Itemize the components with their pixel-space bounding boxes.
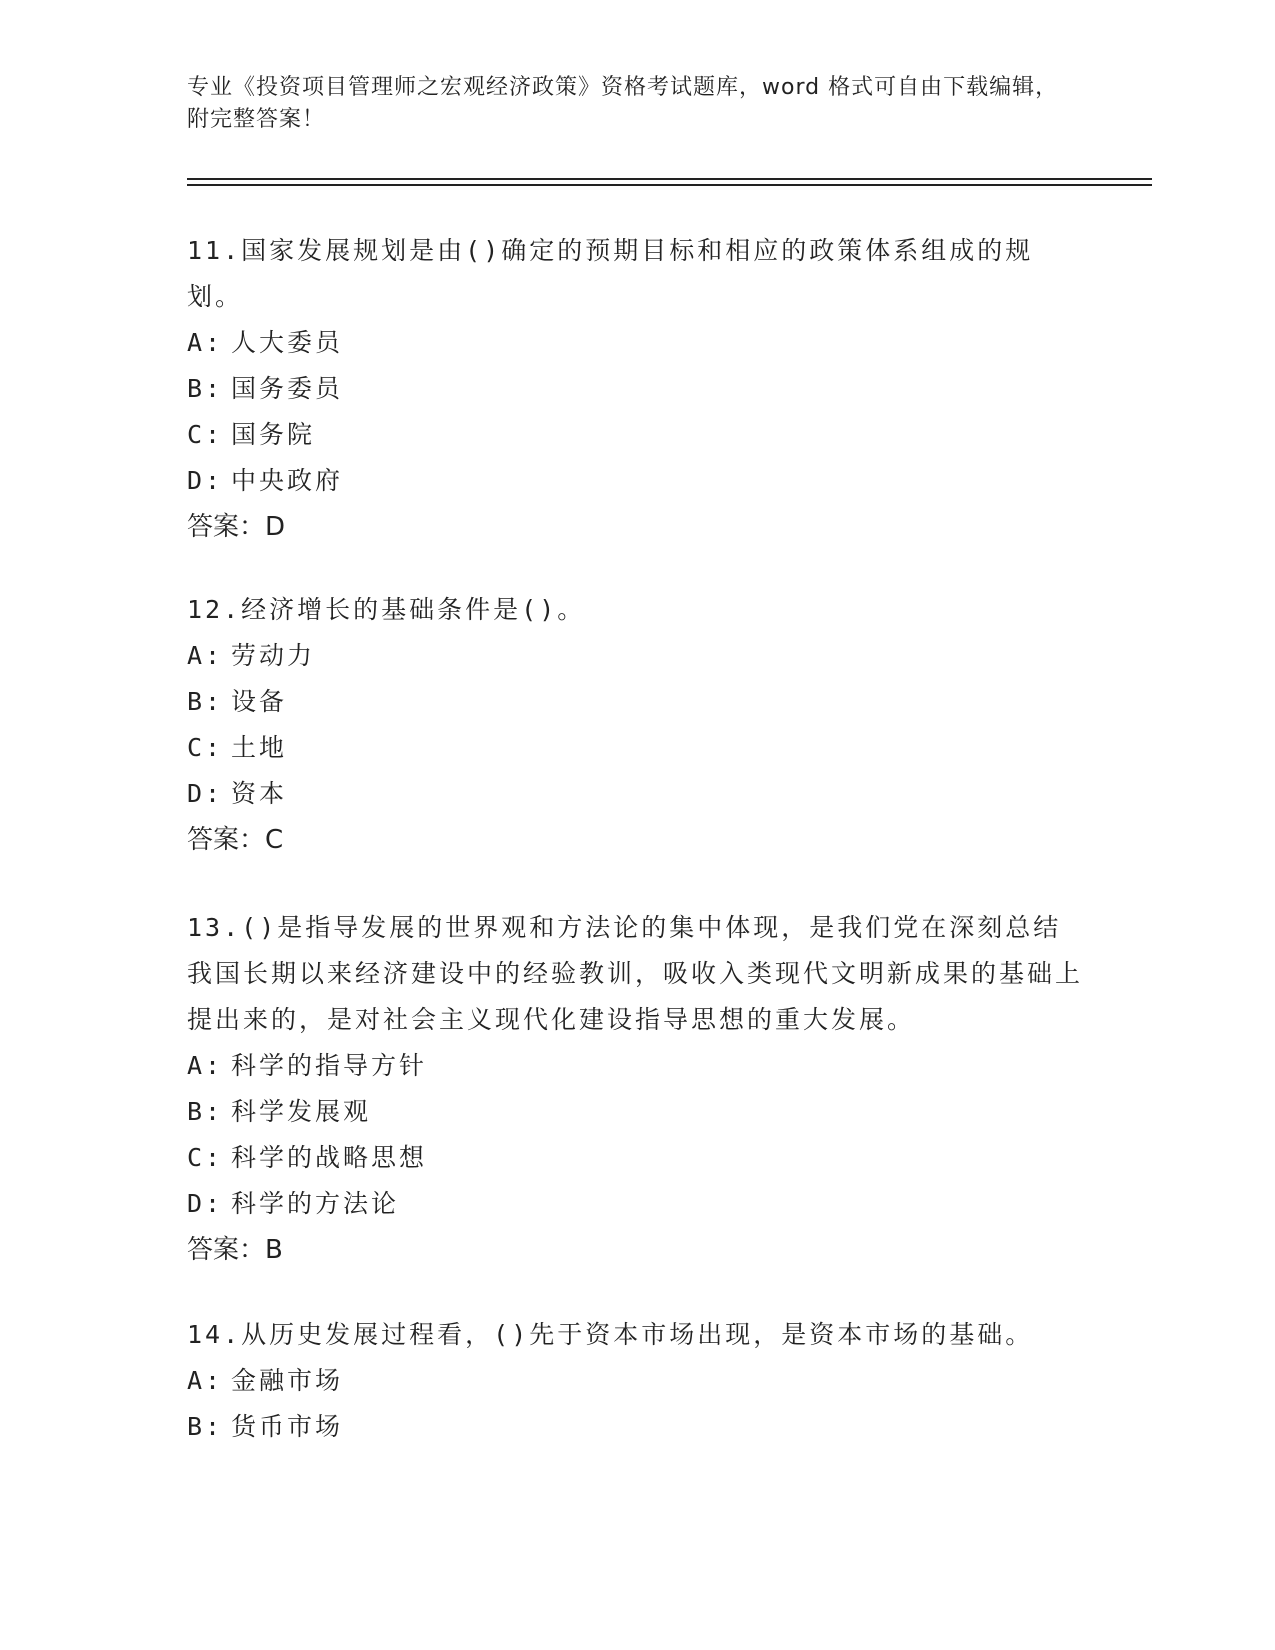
answer: 答案：B <box>187 1235 283 1265</box>
option-a <box>187 1043 1087 1089</box>
question-stem: 11.国家发展规划是由()确定的预期目标和相应的政策体系组成的规划。 <box>187 236 1034 311</box>
option-key: D: <box>187 466 224 495</box>
header-rule-top <box>187 178 1152 180</box>
option-d <box>187 458 1087 504</box>
question-13 <box>187 905 1087 1273</box>
option-key: D: <box>187 1189 224 1218</box>
question-14 <box>187 1312 1087 1450</box>
option-text: 金融市场 <box>231 1366 344 1395</box>
question-stem: 12.经济增长的基础条件是()。 <box>187 595 586 624</box>
option-text: 科学的方法论 <box>231 1189 400 1218</box>
option-text: 设备 <box>231 687 288 716</box>
option-text: 货币市场 <box>231 1412 344 1441</box>
option-key: A: <box>187 1051 224 1080</box>
question-stem: 14.从历史发展过程看，()先于资本市场出现，是资本市场的基础。 <box>187 1320 1034 1349</box>
header-rule-bottom <box>187 184 1152 186</box>
option-key: A: <box>187 1366 224 1395</box>
option-b <box>187 1404 1087 1450</box>
option-key: A: <box>187 328 224 357</box>
option-b <box>187 679 1087 725</box>
option-d <box>187 771 1087 817</box>
option-b <box>187 1089 1087 1135</box>
option-key: C: <box>187 733 224 762</box>
option-key: D: <box>187 779 224 808</box>
question-stem: 13.()是指导发展的世界观和方法论的集中体现，是我们党在深刻总结我国长期以来经济建设中的经验教训，吸收入类现代文明新成果的基础上提出来的，是对社会主义现代化建设指导思想的重大发展。 <box>187 913 1084 1034</box>
option-text: 资本 <box>231 779 288 808</box>
option-d <box>187 1181 1087 1227</box>
answer: 答案：C <box>187 825 284 855</box>
option-key: B: <box>187 687 224 716</box>
option-text: 科学发展观 <box>231 1097 372 1126</box>
option-a <box>187 633 1087 679</box>
option-key: B: <box>187 374 224 403</box>
option-text: 土地 <box>231 733 288 762</box>
option-key: B: <box>187 1097 224 1126</box>
option-key: C: <box>187 420 224 449</box>
answer: 答案：D <box>187 512 286 542</box>
option-text: 国务院 <box>231 420 316 449</box>
option-key: A: <box>187 641 224 670</box>
option-text: 中央政府 <box>231 466 344 495</box>
option-c <box>187 725 1087 771</box>
option-text: 科学的指导方针 <box>231 1051 428 1080</box>
option-text: 国务委员 <box>231 374 344 403</box>
question-12 <box>187 587 1087 863</box>
option-text: 人大委员 <box>231 328 344 357</box>
document-header: 专业《投资项目管理师之宏观经济政策》资格考试题库，word 格式可自由下载编辑，附完整答案！ <box>187 75 1059 132</box>
option-a <box>187 1358 1087 1404</box>
question-11 <box>187 228 1087 550</box>
option-text: 劳动力 <box>231 641 316 670</box>
option-text: 科学的战略思想 <box>231 1143 428 1172</box>
option-c <box>187 412 1087 458</box>
option-b <box>187 366 1087 412</box>
option-a <box>187 320 1087 366</box>
option-key: C: <box>187 1143 224 1172</box>
option-c <box>187 1135 1087 1181</box>
option-key: B: <box>187 1412 224 1441</box>
